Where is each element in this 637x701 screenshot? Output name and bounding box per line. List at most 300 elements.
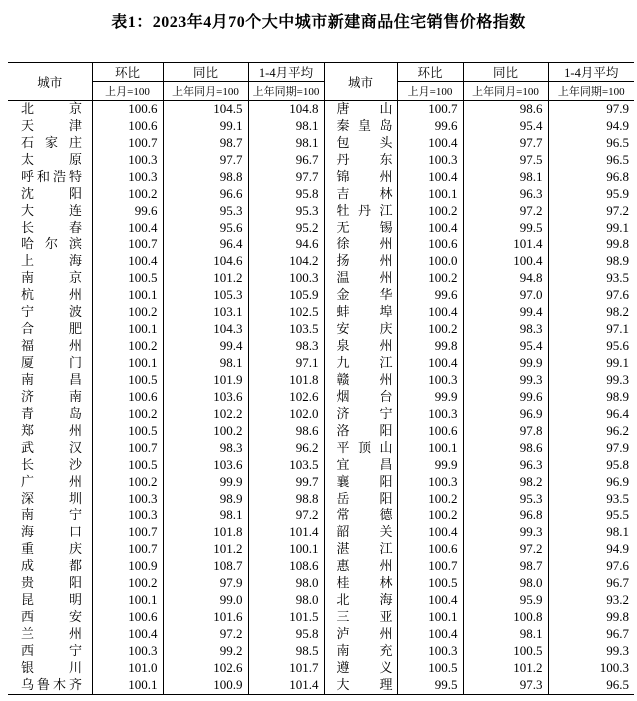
price-index-table — [8, 62, 634, 695]
yoy-value-cell: 102.2 — [163, 406, 248, 423]
mom-value-cell: 100.2 — [397, 491, 463, 508]
avg-value-cell: 102.5 — [248, 304, 324, 321]
mom-value-cell: 100.6 — [397, 236, 463, 253]
city-name: 北京 — [21, 101, 82, 116]
avg-value-cell: 108.6 — [248, 558, 324, 575]
mom-value-cell: 100.4 — [397, 355, 463, 372]
avg-value-cell: 96.5 — [606, 151, 629, 167]
table-header — [8, 63, 634, 101]
city-name: 金华 — [336, 287, 393, 303]
mom-value-cell: 100.2 — [92, 186, 163, 203]
avg-value-cell: 97.6 — [606, 558, 629, 574]
mom-value-cell: 100.5 — [397, 575, 463, 592]
avg-value-cell: 97.1 — [248, 355, 324, 372]
avg-value-cell: 96.4 — [606, 405, 629, 421]
city-name: 桂林 — [336, 575, 393, 591]
city-name: 贵阳 — [21, 575, 82, 591]
yoy-value-cell: 96.6 — [163, 186, 248, 203]
avg-value-cell: 98.9 — [606, 253, 629, 269]
mom-value-cell: 100.6 — [92, 118, 163, 135]
city-cell — [324, 406, 397, 423]
yoy-value-cell: 99.1 — [163, 118, 248, 135]
avg-value-cell: 97.9 — [606, 439, 629, 455]
mom-value-cell: 100.1 — [397, 609, 463, 626]
mom-value-cell: 100.6 — [92, 101, 163, 118]
mom-value-cell: 100.3 — [397, 474, 463, 491]
avg-value-cell: 96.7 — [248, 152, 324, 169]
yoy-value-cell: 101.2 — [163, 541, 248, 558]
city-name: 温州 — [336, 270, 393, 286]
avg-value-cell: 101.7 — [248, 660, 324, 677]
mom-value-cell: 100.3 — [397, 406, 463, 423]
city-name: 徐州 — [336, 236, 393, 252]
yoy-value-cell: 98.1 — [463, 169, 548, 186]
city-name: 合肥 — [21, 321, 82, 337]
city-name: 呼和浩特 — [21, 168, 82, 184]
yoy-value-cell: 105.3 — [163, 287, 248, 304]
table-row — [8, 643, 634, 660]
city-cell — [8, 389, 92, 406]
table-row — [8, 203, 634, 220]
city-name: 福州 — [21, 338, 82, 354]
avg-value-cell: 104.2 — [248, 253, 324, 270]
mom-value-cell: 100.2 — [92, 338, 163, 355]
city-name: 南宁 — [21, 507, 82, 523]
mom-value-cell: 100.2 — [92, 474, 163, 491]
avg-value-cell: 96.7 — [606, 626, 629, 642]
city-cell — [324, 592, 397, 609]
avg-value-cell: 101.8 — [248, 372, 324, 389]
city-name: 惠州 — [336, 558, 393, 574]
table-row — [8, 457, 634, 474]
avg-value-cell: 100.3 — [599, 659, 629, 675]
city-cell — [8, 186, 92, 203]
city-cell — [324, 660, 397, 677]
city-name: 岳阳 — [336, 490, 393, 506]
mom-value-cell: 100.2 — [92, 406, 163, 423]
city-cell — [324, 643, 397, 660]
city-cell — [8, 287, 92, 304]
city-cell — [8, 203, 92, 220]
avg-value-cell: 99.8 — [606, 609, 629, 625]
avg-value-cell: 93.5 — [606, 490, 629, 506]
header-avg-right: 1-4月平均 — [548, 63, 634, 82]
city-name: 秦皇岛 — [336, 117, 393, 133]
table-row — [8, 287, 634, 304]
avg-value-cell: 99.8 — [606, 236, 629, 252]
avg-value-cell: 97.6 — [606, 287, 629, 303]
avg-value-cell: 97.1 — [606, 321, 629, 337]
city-cell — [8, 660, 92, 677]
mom-value-cell: 100.5 — [92, 423, 163, 440]
yoy-value-cell: 96.4 — [163, 236, 248, 253]
mom-value-cell: 100.4 — [92, 220, 163, 237]
mom-value-cell: 100.5 — [92, 457, 163, 474]
avg-value-cell: 98.2 — [606, 304, 629, 320]
avg-value-cell: 95.8 — [248, 626, 324, 643]
city-cell — [324, 321, 397, 338]
city-cell — [8, 135, 92, 152]
yoy-value-cell: 98.7 — [163, 135, 248, 152]
city-name: 乌鲁木齐 — [21, 676, 82, 692]
city-cell — [324, 423, 397, 440]
yoy-value-cell: 97.7 — [463, 135, 548, 152]
city-name: 深圳 — [21, 490, 82, 506]
city-name: 宜昌 — [336, 456, 393, 472]
yoy-value-cell: 103.1 — [163, 304, 248, 321]
yoy-value-cell: 99.4 — [463, 304, 548, 321]
mom-value-cell: 101.0 — [92, 660, 163, 677]
city-name: 遵义 — [336, 659, 393, 675]
mom-value-cell: 100.5 — [92, 372, 163, 389]
yoy-value-cell: 98.1 — [163, 507, 248, 524]
city-name: 杭州 — [21, 287, 82, 303]
city-name: 太原 — [21, 151, 82, 167]
avg-value-cell: 98.1 — [606, 524, 629, 540]
avg-value-cell: 96.8 — [606, 168, 629, 184]
yoy-value-cell: 99.4 — [163, 338, 248, 355]
avg-value-cell: 98.0 — [248, 575, 324, 592]
city-cell — [8, 558, 92, 575]
yoy-value-cell: 98.0 — [463, 575, 548, 592]
mom-value-cell: 100.1 — [397, 440, 463, 457]
table-row — [8, 135, 634, 152]
mom-value-cell: 100.1 — [397, 186, 463, 203]
city-name: 常德 — [336, 507, 393, 523]
yoy-value-cell: 98.6 — [463, 101, 548, 118]
yoy-value-cell: 98.3 — [463, 321, 548, 338]
table-row — [8, 626, 634, 643]
yoy-value-cell: 98.3 — [163, 440, 248, 457]
city-cell — [8, 152, 92, 169]
mom-value-cell: 100.7 — [397, 101, 463, 118]
city-cell — [324, 220, 397, 237]
mom-value-cell: 100.4 — [92, 626, 163, 643]
city-name: 兰州 — [21, 626, 82, 642]
table-row — [8, 507, 634, 524]
table-row — [8, 524, 634, 541]
yoy-value-cell: 99.6 — [463, 389, 548, 406]
header-yoy-right: 同比 — [463, 63, 548, 82]
city-cell — [8, 524, 92, 541]
header-yoy-left: 同比 — [163, 63, 248, 82]
yoy-value-cell: 97.0 — [463, 287, 548, 304]
mom-value-cell: 99.8 — [397, 338, 463, 355]
city-name: 南京 — [21, 270, 82, 286]
city-cell — [324, 507, 397, 524]
yoy-value-cell: 98.2 — [463, 474, 548, 491]
yoy-value-cell: 98.1 — [163, 355, 248, 372]
header-avg-left: 1-4月平均 — [248, 63, 324, 82]
avg-value-cell: 100.3 — [248, 270, 324, 287]
avg-value-cell: 95.9 — [606, 185, 629, 201]
city-name: 三亚 — [336, 609, 393, 625]
city-name: 泉州 — [336, 338, 393, 354]
city-name: 襄阳 — [336, 473, 393, 489]
table-row — [8, 304, 634, 321]
city-cell — [8, 626, 92, 643]
mom-value-cell: 100.4 — [92, 253, 163, 270]
city-name: 烟台 — [336, 388, 393, 404]
mom-value-cell: 100.7 — [92, 524, 163, 541]
city-name: 重庆 — [21, 541, 82, 557]
avg-value-cell: 103.5 — [248, 321, 324, 338]
city-name: 平顶山 — [336, 439, 393, 455]
table-row — [8, 101, 634, 118]
city-name: 沈阳 — [21, 185, 82, 201]
table-row — [8, 541, 634, 558]
mom-value-cell: 100.0 — [397, 253, 463, 270]
city-name: 九江 — [336, 355, 393, 371]
yoy-value-cell: 97.2 — [463, 203, 548, 220]
table-row — [8, 575, 634, 592]
avg-value-cell: 96.5 — [606, 134, 629, 150]
city-name: 扬州 — [336, 253, 393, 269]
header-mom-base-right: 上月=100 — [397, 82, 463, 101]
city-name: 青岛 — [21, 405, 82, 421]
yoy-value-cell: 100.5 — [463, 643, 548, 660]
yoy-value-cell: 100.9 — [163, 677, 248, 694]
table-row — [8, 355, 634, 372]
mom-value-cell: 100.7 — [92, 135, 163, 152]
city-cell — [324, 575, 397, 592]
table-row — [8, 118, 634, 135]
mom-value-cell: 100.7 — [397, 558, 463, 575]
city-cell — [324, 338, 397, 355]
yoy-value-cell: 108.7 — [163, 558, 248, 575]
avg-value-cell: 99.1 — [606, 219, 629, 235]
city-cell — [324, 474, 397, 491]
page-title: 表1：2023年4月70个大中城市新建商品住宅销售价格指数 — [111, 14, 526, 31]
avg-value-cell: 95.2 — [248, 220, 324, 237]
city-name: 郑州 — [21, 422, 82, 438]
yoy-value-cell: 95.9 — [463, 592, 548, 609]
avg-value-cell: 95.8 — [606, 456, 629, 472]
city-name: 无锡 — [336, 219, 393, 235]
avg-value-cell: 99.3 — [606, 371, 629, 387]
yoy-value-cell: 96.8 — [463, 507, 548, 524]
avg-value-cell: 100.1 — [248, 541, 324, 558]
city-cell — [8, 677, 92, 694]
city-cell — [8, 507, 92, 524]
table-row — [8, 321, 634, 338]
city-name: 蚌埠 — [336, 304, 393, 320]
city-cell — [8, 338, 92, 355]
avg-value-cell: 101.4 — [248, 524, 324, 541]
city-name: 北海 — [336, 592, 393, 608]
table-row — [8, 253, 634, 270]
avg-value-cell: 105.9 — [248, 287, 324, 304]
city-name: 唐山 — [336, 101, 393, 116]
mom-value-cell: 99.9 — [397, 457, 463, 474]
yoy-value-cell: 103.6 — [163, 389, 248, 406]
yoy-value-cell: 95.3 — [163, 203, 248, 220]
avg-value-cell: 97.9 — [606, 101, 629, 116]
mom-value-cell: 100.7 — [92, 541, 163, 558]
table-row — [8, 169, 634, 186]
city-cell — [324, 389, 397, 406]
header-city-left: 城市 — [8, 63, 92, 101]
city-name: 洛阳 — [336, 422, 393, 438]
mom-value-cell: 100.1 — [92, 287, 163, 304]
yoy-value-cell: 104.3 — [163, 321, 248, 338]
city-cell — [324, 440, 397, 457]
yoy-value-cell: 100.4 — [463, 253, 548, 270]
city-name: 长沙 — [21, 456, 82, 472]
city-cell — [8, 609, 92, 626]
city-cell — [324, 287, 397, 304]
mom-value-cell: 100.7 — [92, 440, 163, 457]
city-cell — [324, 677, 397, 694]
table-row — [8, 338, 634, 355]
header-yoy-base-left: 上年同月=100 — [163, 82, 248, 101]
city-cell — [324, 457, 397, 474]
city-cell — [324, 609, 397, 626]
avg-value-cell: 98.5 — [248, 643, 324, 660]
yoy-value-cell: 101.2 — [463, 660, 548, 677]
city-name: 武汉 — [21, 439, 82, 455]
city-cell — [324, 541, 397, 558]
table-row — [8, 372, 634, 389]
avg-value-cell: 98.3 — [248, 338, 324, 355]
yoy-value-cell: 94.8 — [463, 270, 548, 287]
table-row — [8, 592, 634, 609]
yoy-value-cell: 100.8 — [463, 609, 548, 626]
city-cell — [324, 626, 397, 643]
avg-value-cell: 96.5 — [606, 676, 629, 692]
yoy-value-cell: 101.6 — [163, 609, 248, 626]
header-avg-base-left: 上年同期=100 — [248, 82, 324, 101]
mom-value-cell: 99.5 — [397, 677, 463, 694]
table-row — [8, 558, 634, 575]
city-name: 南充 — [336, 642, 393, 658]
mom-value-cell: 100.4 — [397, 220, 463, 237]
city-cell — [8, 406, 92, 423]
yoy-value-cell: 99.9 — [463, 355, 548, 372]
city-cell — [324, 355, 397, 372]
city-name: 天津 — [21, 117, 82, 133]
yoy-value-cell: 99.9 — [163, 474, 248, 491]
yoy-value-cell: 99.3 — [463, 372, 548, 389]
city-cell — [8, 101, 92, 118]
table-row — [8, 677, 634, 694]
yoy-value-cell: 103.6 — [163, 457, 248, 474]
mom-value-cell: 100.6 — [92, 389, 163, 406]
mom-value-cell: 100.4 — [397, 169, 463, 186]
city-cell — [8, 270, 92, 287]
city-name: 赣州 — [336, 371, 393, 387]
mom-value-cell: 100.2 — [397, 270, 463, 287]
city-name: 哈尔滨 — [21, 236, 82, 252]
avg-value-cell: 95.5 — [606, 507, 629, 523]
avg-value-cell: 99.3 — [606, 642, 629, 658]
city-cell — [324, 135, 397, 152]
mom-value-cell: 100.7 — [92, 236, 163, 253]
mom-value-cell: 100.3 — [92, 491, 163, 508]
avg-value-cell: 94.9 — [606, 541, 629, 557]
yoy-value-cell: 104.5 — [163, 101, 248, 118]
yoy-value-cell: 98.8 — [163, 169, 248, 186]
city-cell — [324, 236, 397, 253]
city-cell — [8, 304, 92, 321]
yoy-value-cell: 101.4 — [463, 236, 548, 253]
yoy-value-cell: 98.1 — [463, 626, 548, 643]
table-row — [8, 186, 634, 203]
mom-value-cell: 100.2 — [397, 507, 463, 524]
yoy-value-cell: 104.6 — [163, 253, 248, 270]
city-cell — [324, 169, 397, 186]
mom-value-cell: 100.4 — [397, 592, 463, 609]
avg-value-cell: 95.6 — [606, 338, 629, 354]
yoy-value-cell: 95.4 — [463, 338, 548, 355]
city-cell — [8, 169, 92, 186]
mom-value-cell: 99.6 — [92, 203, 163, 220]
avg-value-cell: 95.8 — [248, 186, 324, 203]
mom-value-cell: 100.2 — [92, 575, 163, 592]
table-row — [8, 236, 634, 253]
city-name: 包头 — [336, 134, 393, 150]
mom-value-cell: 100.3 — [397, 152, 463, 169]
city-name: 上海 — [21, 253, 82, 269]
yoy-value-cell: 98.6 — [463, 440, 548, 457]
avg-value-cell: 97.2 — [606, 202, 629, 218]
city-cell — [324, 524, 397, 541]
avg-value-cell: 96.9 — [606, 473, 629, 489]
yoy-value-cell: 98.7 — [463, 558, 548, 575]
yoy-value-cell: 97.3 — [463, 677, 548, 694]
city-name: 昆明 — [21, 592, 82, 608]
yoy-value-cell: 96.3 — [463, 457, 548, 474]
mom-value-cell: 100.3 — [92, 169, 163, 186]
mom-value-cell: 100.3 — [92, 643, 163, 660]
city-cell — [324, 152, 397, 169]
mom-value-cell: 100.2 — [397, 321, 463, 338]
city-name: 广州 — [21, 473, 82, 489]
city-name: 大连 — [21, 202, 82, 218]
city-name: 南昌 — [21, 371, 82, 387]
city-cell — [8, 321, 92, 338]
city-name: 西宁 — [21, 642, 82, 658]
avg-value-cell: 103.5 — [248, 457, 324, 474]
city-cell — [324, 253, 397, 270]
city-cell — [8, 575, 92, 592]
city-cell — [8, 592, 92, 609]
table-row — [8, 406, 634, 423]
yoy-value-cell: 97.5 — [463, 152, 548, 169]
avg-value-cell: 98.8 — [248, 491, 324, 508]
mom-value-cell: 99.6 — [397, 287, 463, 304]
yoy-value-cell: 101.9 — [163, 372, 248, 389]
mom-value-cell: 100.4 — [397, 304, 463, 321]
city-cell — [324, 118, 397, 135]
mom-value-cell: 100.1 — [92, 677, 163, 694]
yoy-value-cell: 101.2 — [163, 270, 248, 287]
avg-value-cell: 98.1 — [248, 118, 324, 135]
city-name: 成都 — [21, 558, 82, 574]
mom-value-cell: 100.4 — [397, 626, 463, 643]
mom-value-cell: 100.3 — [397, 372, 463, 389]
yoy-value-cell: 99.5 — [463, 220, 548, 237]
avg-value-cell: 97.2 — [248, 507, 324, 524]
mom-value-cell: 100.4 — [397, 524, 463, 541]
city-cell — [8, 474, 92, 491]
mom-value-cell: 99.9 — [397, 389, 463, 406]
avg-value-cell: 93.2 — [606, 592, 629, 608]
avg-value-cell: 93.5 — [606, 270, 629, 286]
city-name: 宁波 — [21, 304, 82, 320]
city-cell — [324, 101, 397, 118]
table-row — [8, 389, 634, 406]
